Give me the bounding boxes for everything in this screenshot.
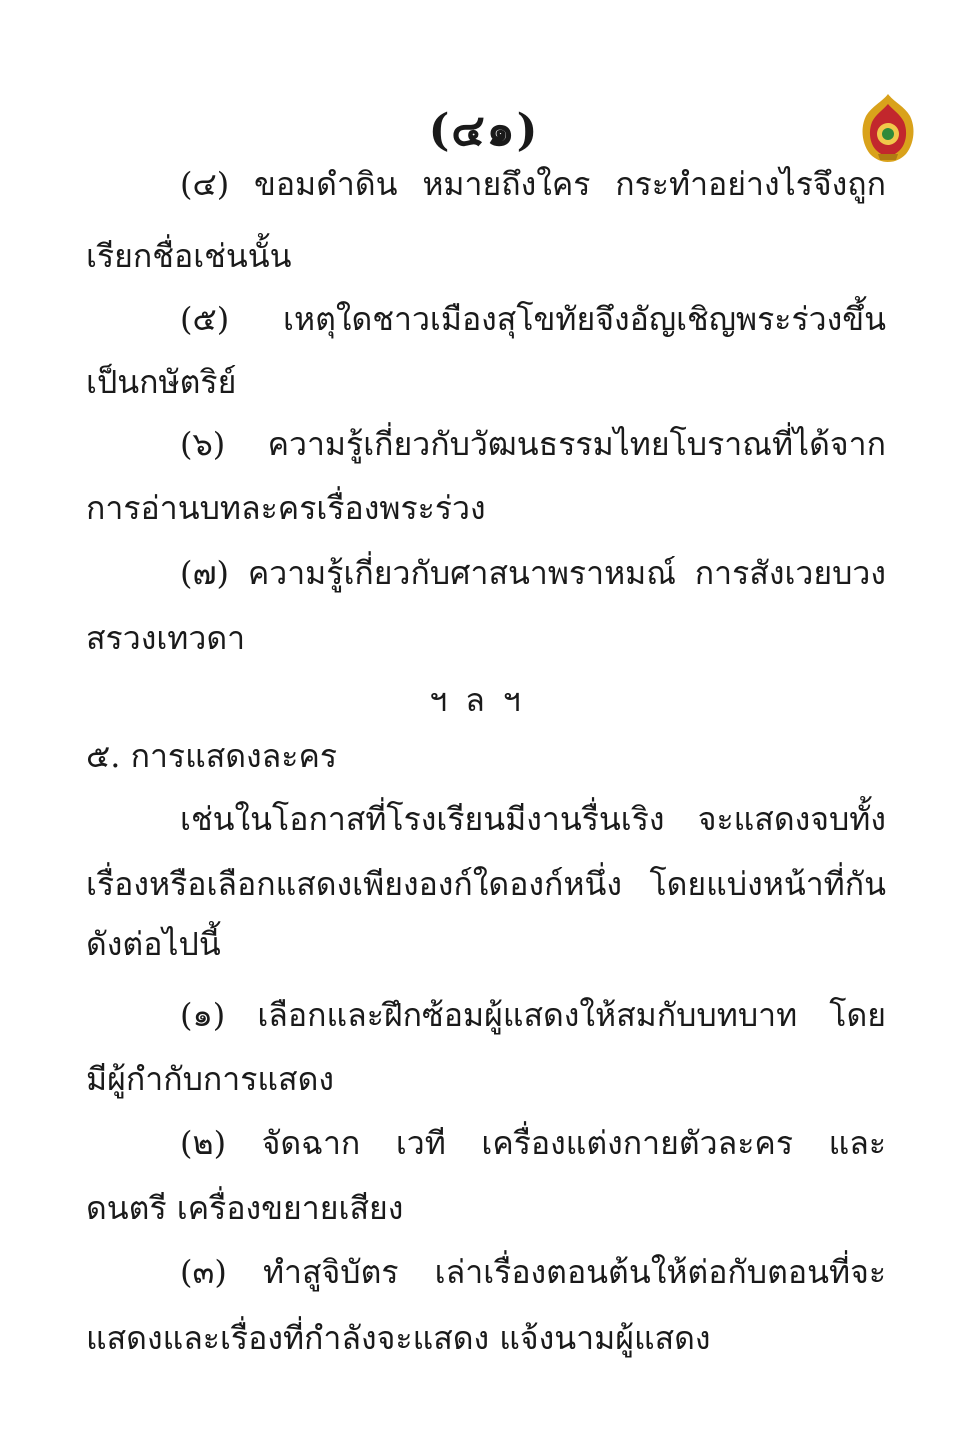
item-6-line-1: (๖) ความรู้เกี่ยวกับวัฒนธรรมไทยโบราณที่ได้จาก bbox=[180, 425, 886, 463]
page-number: (๔๑) bbox=[428, 105, 540, 156]
paragraph-line-3: ดังต่อไปนี้ bbox=[86, 925, 221, 963]
paragraph-line-2: เรื่องหรือเลือกแสดงเพียงองก์ใดองก์หนึ่ง โดยแบ่งหน้าที่กัน bbox=[86, 865, 886, 903]
duty-1-line-1: (๑) เลือกและฝึกซ้อมผู้แสดงให้สมกับบทบาท โดย bbox=[180, 996, 886, 1034]
duty-3-line-1: (๓) ทำสูจิบัตร เล่าเรื่องตอนต้นให้ต่อกับตอนที่จะ bbox=[180, 1253, 886, 1291]
section-heading: ๕. การแสดงละคร bbox=[86, 737, 338, 775]
ellipsis-marker: ฯลฯ bbox=[429, 681, 539, 719]
item-4-line-2: เรียกชื่อเช่นนั้น bbox=[86, 237, 292, 275]
item-7-line-2: สรวงเทวดา bbox=[86, 619, 246, 657]
duty-1-line-2: มีผู้กำกับการแสดง bbox=[86, 1060, 334, 1098]
duty-2-line-2: ดนตรี เครื่องขยายเสียง bbox=[86, 1189, 404, 1227]
item-5-line-2: เป็นกษัตริย์ bbox=[86, 363, 237, 401]
duty-2-line-1: (๒) จัดฉาก เวที เครื่องแต่งกายตัวละคร และ bbox=[180, 1124, 886, 1162]
item-7-line-1: (๗) ความรู้เกี่ยวกับศาสนาพราหมณ์ การสังเวยบวง bbox=[180, 554, 886, 592]
item-4-line-1: (๔) ขอมดำดิน หมายถึงใคร กระทำอย่างไรจึงถูก bbox=[180, 165, 886, 203]
duty-3-line-2: แสดงและเรื่องที่กำลังจะแสดง แจ้งนามผู้แสดง bbox=[86, 1319, 711, 1357]
paragraph-line-1: เช่นในโอกาสที่โรงเรียนมีงานรื่นเริง จะแสดงจบทั้ง bbox=[180, 800, 886, 838]
item-6-line-2: การอ่านบทละครเรื่องพระร่วง bbox=[86, 489, 486, 527]
item-5-line-1: (๕) เหตุใดชาวเมืองสุโขทัยจึงอัญเชิญพระร่วงขึ้น bbox=[180, 300, 886, 338]
school-emblem-icon bbox=[860, 92, 916, 164]
